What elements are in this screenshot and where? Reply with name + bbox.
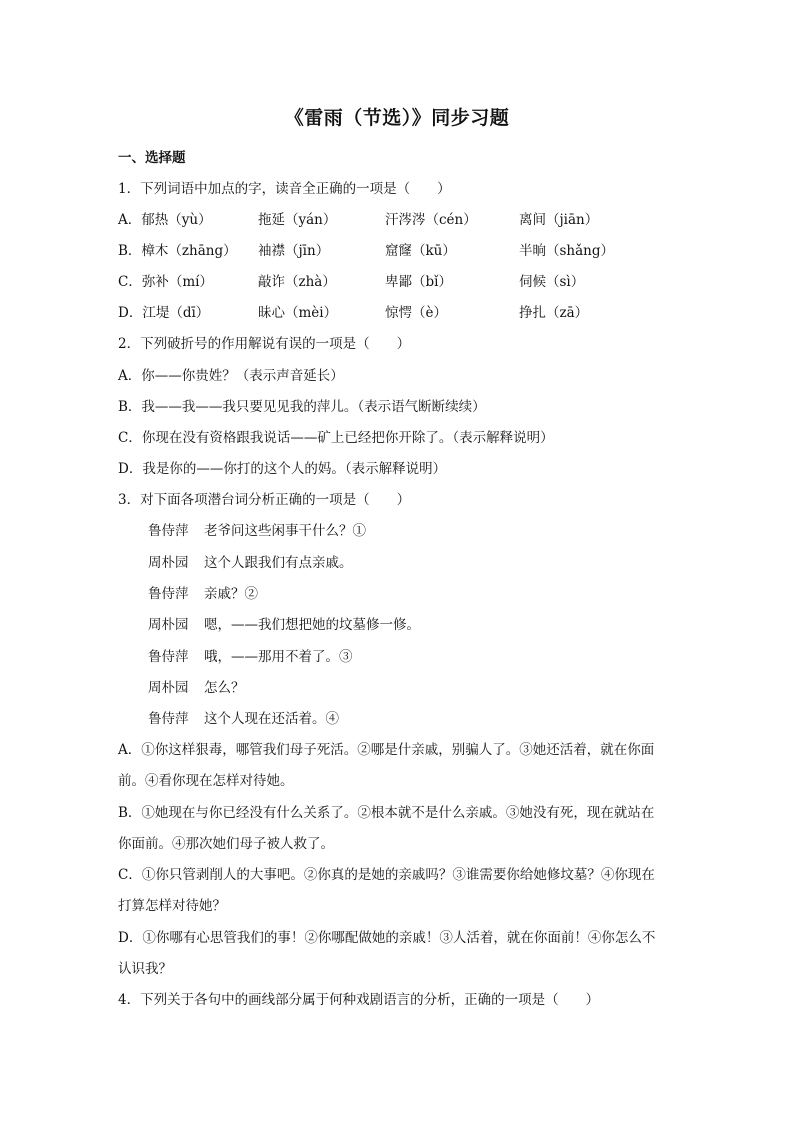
dialogue-speaker: 周朴园 xyxy=(148,680,189,696)
dialogue-speaker: 鲁侍萍 xyxy=(148,649,189,665)
option-item: D．江堤（dī） xyxy=(118,305,210,321)
dialogue-line xyxy=(148,645,353,665)
question-3-option-c: C．①你只管剥削人的大事吧。②你真的是她的亲戚吗？③谁需要你给她修坟墓？④你现在 xyxy=(118,867,655,883)
option-item: 惊愕（è） xyxy=(385,305,447,321)
question-2-stem: 2．下列破折号的作用解说有误的一项是（ ） xyxy=(118,336,411,352)
question-1-option-d xyxy=(118,301,698,321)
section-heading: 一、选择题 xyxy=(118,150,186,166)
dialogue-speaker: 鲁侍萍 xyxy=(148,711,189,727)
question-2-option-d: D．我是你的——你打的这个人的妈。（表示解释说明） xyxy=(118,461,447,477)
dialogue-text: 嗯，——我们想把她的坟墓修一修。 xyxy=(204,617,420,633)
option-item: 敲诈（zhà） xyxy=(258,274,336,290)
question-3-option-a: A．①你这样狠毒，哪管我们母子死活。②哪是什亲戚，别骗人了。③她还活着，就在你面 xyxy=(118,742,655,758)
option-item: C．弥补（mí） xyxy=(118,274,213,290)
question-1-stem: 1．下列词语中加点的字，读音全正确的一项是（ ） xyxy=(118,181,451,197)
option-item: 汗涔涔（cén） xyxy=(385,212,477,228)
question-3-stem: 3．对下面各项潜台词分析正确的一项是（ ） xyxy=(118,492,411,508)
question-1-option-a xyxy=(118,208,698,228)
option-item: 挣扎（zā） xyxy=(519,305,589,321)
dialogue-text: 这个人跟我们有点亲戚。 xyxy=(204,555,353,571)
option-item: 半晌（shǎng） xyxy=(519,243,615,259)
question-2-option-c: C．你现在没有资格跟我说话——矿上已经把你开除了。（表示解释说明） xyxy=(118,430,554,446)
question-2-option-b: B．我——我——我只要见见我的萍儿。（表示语气断断续续） xyxy=(118,399,486,415)
question-3-option-c-cont: 打算怎样对待她？ xyxy=(118,898,226,914)
dialogue-line xyxy=(148,676,245,696)
dialogue-speaker: 周朴园 xyxy=(148,555,189,571)
question-1-option-b xyxy=(118,239,698,259)
option-item: B．樟木（zhāng） xyxy=(118,243,237,259)
dialogue-speaker: 鲁侍萍 xyxy=(148,586,189,602)
option-item: 昧心（mèi） xyxy=(258,305,338,321)
dialogue-line xyxy=(148,551,353,571)
option-item: A．郁热（yù） xyxy=(118,212,212,228)
option-item: 卑鄙（bǐ） xyxy=(385,274,452,290)
dialogue-text: 老爷问这些闲事干什么？① xyxy=(204,523,366,539)
dialogue-line xyxy=(148,707,339,727)
option-item: 伺候（sì） xyxy=(519,274,585,290)
dialogue-text: 这个人现在还活着。④ xyxy=(204,711,339,727)
option-item: 离间（jiān） xyxy=(519,212,599,228)
option-item: 袖襟（jīn） xyxy=(258,243,330,259)
question-1-option-c xyxy=(118,270,698,290)
question-3-option-b: B．①她现在与你已经没有什么关系了。②根本就不是什么亲戚。③她没有死，现在就站在 xyxy=(118,805,655,821)
page-title: 《雷雨（节选）》同步习题 xyxy=(284,107,510,129)
dialogue-text: 亲戚？② xyxy=(204,586,258,602)
option-item: 窟窿（kū） xyxy=(385,243,456,259)
dialogue-text: 哦，——那用不着了。③ xyxy=(204,649,353,665)
dialogue-line xyxy=(148,613,420,633)
question-3-option-b-cont: 你面前。④那次她们母子被人救了。 xyxy=(118,836,334,852)
question-3-option-a-cont: 前。④看你现在怎样对待她。 xyxy=(118,773,294,789)
option-item: 拖延（yán） xyxy=(258,212,337,228)
question-4-stem: 4．下列关于各句中的画线部分属于何种戏剧语言的分析，正确的一项是（ ） xyxy=(118,992,600,1008)
question-3-option-d: D．①你哪有心思管我们的事！②你哪配做她的亲戚！③人活着，就在你面前！④你怎么不 xyxy=(118,930,656,946)
dialogue-speaker: 鲁侍萍 xyxy=(148,523,189,539)
question-3-option-d-cont: 认识我？ xyxy=(118,961,172,977)
dialogue-speaker: 周朴园 xyxy=(148,617,189,633)
question-2-option-a: A．你——你贵姓？（表示声音延长） xyxy=(118,368,344,384)
dialogue-line xyxy=(148,582,258,602)
dialogue-line xyxy=(148,519,366,539)
dialogue-text: 怎么？ xyxy=(204,680,245,696)
